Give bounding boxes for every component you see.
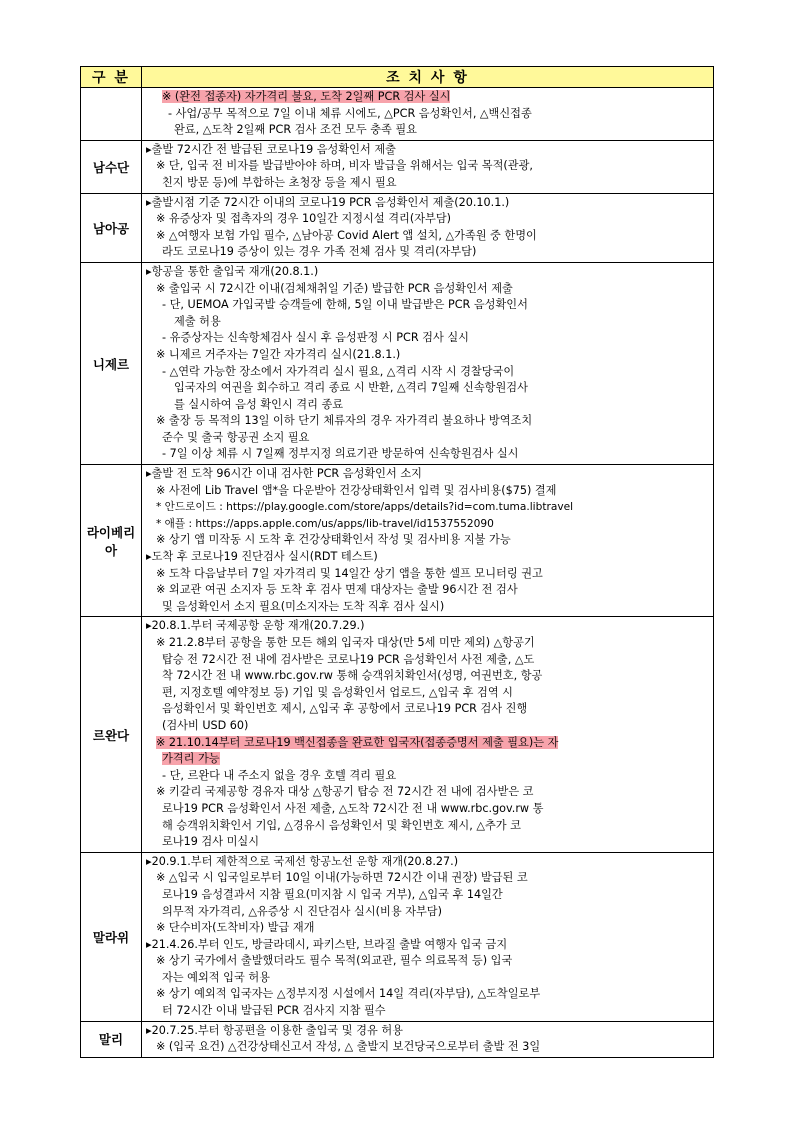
measures-cell (142, 617, 714, 852)
table-row (81, 1021, 714, 1057)
measure-line (144, 175, 711, 192)
highlighted-text: ※ 21.10.14부터 코로나19 백신접종을 완료한 입국자(접종증명서 제출 필요)는 자 (156, 735, 559, 749)
measure-line (144, 599, 711, 616)
measures-cell (142, 465, 714, 617)
measure-line (144, 281, 711, 298)
header-category: 구 분 (81, 67, 142, 88)
country-name: 라이베리아 (81, 465, 142, 617)
measure-line (144, 297, 711, 314)
line-text: ※ 단수비자(도착비자) 발급 재개 (156, 921, 315, 935)
table-row (81, 193, 714, 262)
measure-line (144, 1023, 711, 1040)
line-text: ※ 상기 국가에서 출발했더라도 필수 목적(외교관, 필수 의료목적 등) 입국 (156, 954, 513, 968)
measure-line (144, 1003, 711, 1020)
table-row (81, 617, 714, 852)
line-text: - 유증상자는 신속항체검사 실시 후 음성판정 시 PCR 검사 실시 (162, 331, 469, 345)
line-text: ※ △입국 시 입국일로부터 10일 이내(가능하면 72시간 이내 권장) 발급된 코 (156, 871, 528, 885)
measure-line (144, 228, 711, 245)
line-text: ※ 사전에 Lib Travel 앱*을 다운받아 건강상태확인서 입력 및 검사비용($75) 결제 (156, 483, 557, 497)
line-text: ▸20.8.1.부터 국제공항 운항 재개(20.7.29.) (146, 619, 365, 633)
line-text: 제출 허용 (174, 314, 221, 328)
measure-line (144, 970, 711, 987)
line-text: ▸출발시점 기준 72시간 이내의 코로나19 PCR 음성확인서 제출(20.10.1.) (146, 195, 510, 209)
table-row (81, 852, 714, 1021)
measure-line (144, 870, 711, 887)
measure-line (144, 430, 711, 447)
line-text: ※ 출입국 시 72시간 이내(검체채취일 기준) 발급한 PCR 음성확인서 제출 (156, 281, 513, 295)
measure-line (144, 106, 711, 123)
line-text: 로나19 음성결과서 지참 필요(미지참 시 입국 거부), △입국 후 14일간 (162, 887, 503, 901)
line-text: ▸20.9.1.부터 제한적으로 국제선 항공노선 운항 재개(20.8.27.) (146, 854, 459, 868)
line-text: (검사비 USD 60) (162, 718, 249, 732)
measure-line (144, 142, 711, 159)
measure-line (144, 668, 711, 685)
line-text: ※ 상기 앱 미작동 시 도착 후 건강상태확인서 작성 및 검사비용 지불 가능 (156, 533, 511, 547)
measures-cell (142, 193, 714, 262)
line-text: ▸20.7.25.부터 항공편을 이용한 출입국 및 경유 허용 (146, 1023, 403, 1037)
country-name: 남수단 (81, 140, 142, 193)
measure-line (144, 1039, 711, 1056)
line-text: ▸출발 전 도착 96시간 이내 검사한 PCR 음성확인서 소지 (146, 467, 422, 481)
measure-line (144, 685, 711, 702)
measure-line (144, 211, 711, 228)
measure-line (144, 618, 711, 635)
measure-line (144, 801, 711, 818)
line-text: 로나19 PCR 음성확인서 사전 제출, △도착 72시간 전 내 www.rbc.gov.rw 통 (162, 801, 544, 815)
measure-line (144, 446, 711, 463)
line-text: 탑승 전 72시간 전 내에 검사받은 코로나19 PCR 음성확인서 사전 제출, △도 (162, 652, 535, 666)
line-text: 해 승객위치확인서 기입, △경유시 음성확인서 및 확인번호 제시, △추가 코 (162, 818, 521, 832)
table-row (81, 262, 714, 464)
measure-line (144, 330, 711, 347)
measures-cell (142, 140, 714, 193)
measure-line (144, 122, 711, 139)
measures-cell (142, 1021, 714, 1057)
measure-line (144, 195, 711, 212)
measure-line (144, 904, 711, 921)
measure-line (144, 158, 711, 175)
line-text: ※ 외교관 여권 소지자 등 도착 후 검사 면제 대상자는 출발 96시간 전 검사 (156, 583, 518, 597)
measure-line (144, 635, 711, 652)
measure-line (144, 397, 711, 414)
country-name: 말라위 (81, 852, 142, 1021)
measure-line (144, 751, 711, 768)
table-header-row (81, 67, 714, 88)
measure-line (144, 701, 711, 718)
measure-line (144, 582, 711, 599)
line-text: 의무적 자가격리, △유증상 시 진단검사 실시(비용 자부담) (162, 904, 442, 918)
line-text: ※ 단, 입국 전 비자를 발급받아야 하며, 비자 발급을 위해서는 입국 목적(관광, (156, 159, 533, 173)
measure-line (144, 818, 711, 835)
line-text: 준수 및 출국 항공권 소지 필요 (162, 430, 310, 444)
line-text: ※ 출장 등 목적의 13일 이하 단기 체류자의 경우 자가격리 불요하나 방역조치 (156, 414, 533, 428)
highlighted-text: 가격리 가능 (162, 752, 220, 766)
measure-line (144, 244, 711, 261)
line-text: 입국자의 여권을 회수하고 격리 종료 시 반환, △격리 7일째 신속항원검사 (174, 381, 528, 395)
line-text: ※ (입국 요건) △건강상태신고서 작성, △ 출발지 보건당국으로부터 출발 전 3일 (156, 1040, 541, 1054)
line-text: * 안드로이드 : https://play.google.com/store/apps/details?id=com.tuma.libtravel (156, 501, 574, 514)
measure-line (144, 89, 711, 106)
line-text: * 애플 : https://apps.apple.com/us/apps/lib-travel/id1537552090 (156, 517, 494, 530)
line-text: 음성확인서 및 확인번호 제시, △입국 후 공항에서 코로나19 PCR 검사 진행 (162, 702, 528, 716)
measure-line (144, 413, 711, 430)
measure-line (144, 549, 711, 566)
measure-line (144, 652, 711, 669)
measure-line (144, 364, 711, 381)
measure-line (144, 314, 711, 331)
line-text: - 단, 르완다 내 주소지 없을 경우 호텔 격리 필요 (162, 768, 397, 782)
line-text: ▸21.4.26.부터 인도, 방글라데시, 파키스탄, 브라질 출발 여행자 입국 금지 (146, 937, 508, 951)
line-text: - 사업/공무 목적으로 7일 이내 체류 시에도, △PCR 음성확인서, △백신접종 (168, 106, 532, 120)
table-row (81, 465, 714, 617)
measure-line (144, 718, 711, 735)
line-text: ※ △여행자 보험 가입 필수, △남아공 Covid Alert 앱 설치, △가족원 중 한명이 (156, 228, 537, 242)
line-text: 자는 예외적 입국 허용 (162, 970, 270, 984)
line-text: ※ 상기 예외적 입국자는 △정부지정 시설에서 14일 격리(자부담), △도착일로부 (156, 987, 541, 1001)
line-text: ※ 유증상자 및 접촉자의 경우 10일간 지정시설 격리(자부담) (156, 212, 451, 226)
country-name: 말리 (81, 1021, 142, 1057)
line-text: - 단, UEMOA 가입국발 승객들에 한해, 5일 이내 발급받은 PCR 음성확인서 (162, 298, 528, 312)
header-measures: 조 치 사 항 (142, 67, 714, 88)
measures-cell (142, 852, 714, 1021)
line-text: ※ 키갈리 국제공항 경유자 대상 △항공기 탑승 전 72시간 전 내에 검사받은 코 (156, 785, 534, 799)
line-text: 친지 방문 등)에 부합하는 초청장 등을 제시 필요 (162, 175, 397, 189)
line-text: 및 음성확인서 소지 필요(미소지자는 도착 직후 검사 실시) (162, 599, 445, 613)
measure-line (144, 347, 711, 364)
measures-table (80, 66, 714, 1058)
measure-line (144, 854, 711, 871)
line-text: 완료, △도착 2일째 PCR 검사 조건 모두 충족 필요 (174, 123, 417, 137)
measure-line (144, 516, 711, 533)
measure-line (144, 986, 711, 1003)
line-text: 를 실시하여 음성 확인시 격리 종료 (174, 397, 344, 411)
measure-line (144, 499, 711, 516)
measure-line (144, 887, 711, 904)
measure-line (144, 532, 711, 549)
table-row (81, 88, 714, 141)
measure-line (144, 264, 711, 281)
table-row (81, 140, 714, 193)
line-text: 편, 지정호텔 예약정보 등) 기입 및 음성확인서 업로드, △입국 후 검역 시 (162, 685, 513, 699)
country-name: 르완다 (81, 617, 142, 852)
measure-line (144, 784, 711, 801)
measures-cell (142, 88, 714, 141)
line-text: 착 72시간 전 내 www.rbc.gov.rw 통해 승객위치확인서(성명, 여권번호, 항공 (162, 669, 543, 683)
highlighted-text: ※ (완전 접종자) 자가격리 불요, 도착 2일째 PCR 검사 실시 (162, 90, 451, 103)
measure-line (144, 768, 711, 785)
measure-line (144, 466, 711, 483)
line-text: - 7일 이상 체류 시 7일째 정부지정 의료기관 방문하여 신속항원검사 실시 (162, 447, 519, 461)
line-text: - △연락 가능한 장소에서 자가격리 실시 필요, △격리 시작 시 경찰당국이 (162, 364, 515, 378)
measure-line (144, 735, 711, 752)
measure-line (144, 937, 711, 954)
line-text: ※ 니제르 거주자는 7일간 자가격리 실시(21.8.1.) (156, 347, 401, 361)
measures-cell (142, 262, 714, 464)
line-text: ▸출발 72시간 전 발급된 코로나19 음성확인서 제출 (146, 142, 396, 156)
measure-line (144, 566, 711, 583)
line-text: 로나19 검사 미실시 (162, 835, 259, 849)
measure-line (144, 483, 711, 500)
country-name: 니제르 (81, 262, 142, 464)
line-text: ※ 21.2.8부터 공항을 통한 모든 해외 입국자 대상(만 5세 미만 제외) △항공기 (156, 636, 535, 649)
measure-line (144, 920, 711, 937)
country-name: 남아공 (81, 193, 142, 262)
line-text: 터 72시간 이내 발급된 PCR 검사지 지참 필수 (162, 1004, 386, 1018)
line-text: 라도 코로나19 증상이 있는 경우 가족 전체 검사 및 격리(자부담) (162, 245, 477, 259)
line-text: ※ 도착 다음날부터 7일 자가격리 및 14일간 상기 앱을 통한 셀프 모니터링 권고 (156, 566, 543, 580)
line-text: ▸항공을 통한 출입국 재개(20.8.1.) (146, 264, 319, 278)
measure-line (144, 953, 711, 970)
measure-line (144, 380, 711, 397)
country-name (81, 88, 142, 141)
line-text: ▸도착 후 코로나19 진단검사 실시(RDT 테스트) (146, 550, 378, 564)
measure-line (144, 834, 711, 851)
